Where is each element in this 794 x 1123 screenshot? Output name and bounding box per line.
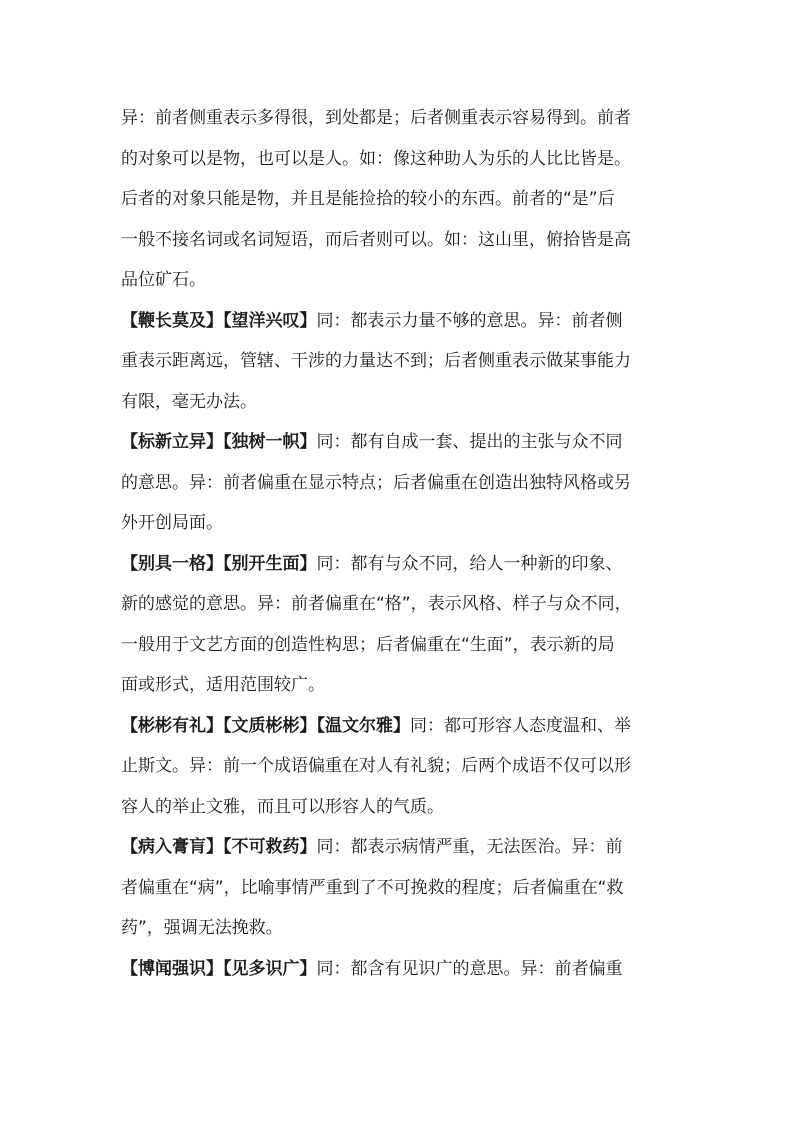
idiom-term: 【病入膏肓】	[121, 837, 223, 857]
idiom-term: 【标新立异】	[121, 432, 223, 452]
definition-text: 同：都有自成一套、提出的主张与众不同	[316, 432, 623, 452]
paragraph-continuation	[121, 98, 681, 301]
text-line: 重表示距离远，管辖、干涉的力量达不到；后者侧重表示做某事能力	[121, 351, 631, 371]
paragraph-bowenqiangzhi	[121, 949, 681, 990]
text-line	[121, 949, 681, 990]
idiom-term: 【别开生面】	[223, 553, 317, 574]
text-line: 止斯文。异：前一个成语偏重在对人有礼貌；后两个成语不仅可以形	[121, 756, 631, 776]
idiom-term: 【彬彬有礼】	[121, 715, 223, 736]
text-line	[121, 827, 681, 868]
text-line: 新的感觉的意思。异：前者偏重在“格”，表示风格、样子与众不同，	[121, 594, 632, 614]
text-line: 的意思。异：前者偏重在显示特点；后者偏重在创造出独特风格或另	[121, 472, 631, 493]
idiom-term: 【不可救药】	[223, 837, 317, 857]
text-line: 有限，毫无办法。	[121, 391, 257, 412]
text-line	[121, 301, 681, 342]
idiom-term: 【独树一帜】	[223, 432, 317, 452]
text-line: 一般不接名词或名词短语，而后者则可以。如：这山里，俯拾皆是高	[121, 229, 631, 250]
text-line: 面或形式，适用范围较广。	[121, 675, 325, 695]
idiom-term: 【文质彬彬】	[223, 715, 317, 736]
idiom-term: 【望洋兴叹】	[223, 310, 317, 331]
definition-text: 同：都有与众不同，给人一种新的印象、	[316, 553, 623, 574]
text-line: 的对象可以是物，也可以是人。如：像这种助人为乐的人比比皆是。	[121, 148, 631, 169]
idiom-term: 【博闻强识】	[121, 958, 223, 979]
text-line: 外开创局面。	[121, 513, 223, 533]
paragraph-biaoxinliyi	[121, 422, 681, 544]
text-line: 药”，强调无法挽救。	[121, 918, 283, 938]
paragraph-bingrugaohuang	[121, 827, 681, 949]
definition-text: 同：都表示病情严重，无法医治。异：前	[316, 837, 623, 857]
idiom-term: 【别具一格】	[121, 553, 223, 574]
idiom-term: 【温文尔雅】	[316, 715, 410, 736]
text-line	[121, 544, 681, 585]
idiom-term: 【见多识广】	[223, 958, 317, 979]
definition-text: 同：都表示力量不够的意思。异：前者侧	[316, 310, 623, 331]
definition-text: 同：都含有见识广的意思。异：前者偏重	[316, 958, 623, 979]
text-line: 品位矿石。	[121, 270, 206, 290]
text-line: 者偏重在“病”，比喻事情严重到了不可挽救的程度；后者偏重在“救	[121, 877, 624, 898]
text-line	[121, 706, 681, 747]
paragraph-biejuyige	[121, 544, 681, 706]
paragraph-bianchangmoji	[121, 301, 681, 423]
text-line: 容人的举止文雅，而且可以形容人的气质。	[121, 796, 444, 817]
text-line: 后者的对象只能是物，并且是能捡拾的较小的东西。前者的“是”后	[121, 189, 615, 209]
text-line: 一般用于文艺方面的创造性构思；后者偏重在“生面”，表示新的局	[121, 634, 615, 655]
definition-text: 同：都可形容人态度温和、举	[410, 715, 631, 736]
document-body	[121, 98, 681, 989]
idiom-term: 【鞭长莫及】	[121, 310, 223, 331]
text-line	[121, 422, 681, 463]
text-line: 异：前者侧重表示多得很，到处都是；后者侧重表示容易得到。前者	[121, 108, 631, 128]
paragraph-binbinyouli	[121, 706, 681, 828]
